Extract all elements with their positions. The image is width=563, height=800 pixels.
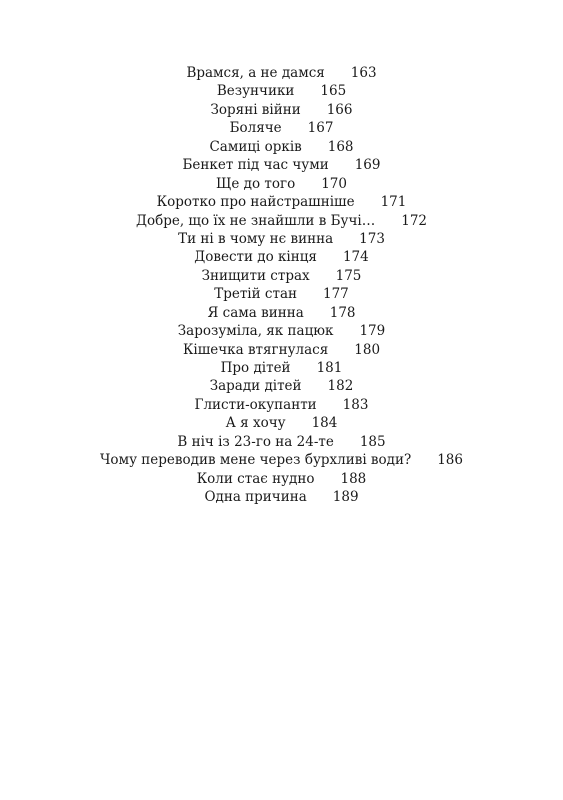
toc-entry-title: Знищити страх [201,267,310,284]
toc-entry-title: Третій стан [214,286,297,303]
toc-entry-title: В ніч із 23-го на 24-те [177,433,334,450]
toc-entry-title: Зарозуміла, як пацюк [177,323,334,340]
toc-entry-title: Добре, що їх не знайшли в Бучі… [135,212,376,229]
toc-entry-page: 170 [321,175,347,192]
toc-entry-title: Заради дітей [209,378,302,395]
toc-entry-page: 185 [359,433,386,450]
toc-entry-title: Одна причина [204,489,307,506]
toc-entry [0,175,563,193]
toc-entry-title: Ще до того [216,175,296,192]
toc-entry [0,230,563,248]
toc-entry-page: 180 [354,341,381,358]
toc-entry [0,470,563,488]
toc-entry [0,64,563,82]
toc-entry-title: Бенкет під час чуми [182,157,329,174]
toc-entry [0,396,563,414]
toc-entry [0,267,563,285]
toc-entry-title: Довести до кінця [194,249,317,266]
toc-entry-page: 184 [311,415,338,432]
toc-entry [0,212,563,230]
toc-entry-title: А я хочу [225,415,286,432]
toc-entry-title: Глисти-окупанти [194,396,317,413]
toc-entry-page: 182 [327,378,354,395]
toc-entry-title: Зоряні війни [210,101,301,118]
toc-entry-page: 163 [350,65,377,81]
toc-entry [0,304,563,322]
toc-entry-page: 168 [327,138,354,155]
toc-entry-title: Везунчики [216,83,295,100]
toc-entry-title: Кішечка втягнулася [182,341,329,358]
toc-entry-page: 169 [354,157,381,174]
toc-entry-page: 175 [335,267,362,284]
toc-entry-page: 172 [401,212,428,229]
toc-entry-page: 174 [342,249,369,266]
toc-entry-title: Ти ні в чому нє винна [178,230,334,247]
toc-entry-page: 188 [340,470,367,487]
toc-entry-page: 186 [437,452,463,469]
toc-entry-page: 177 [323,286,349,303]
toc-entry-page: 178 [329,304,356,321]
toc-entry-page: 173 [359,230,385,247]
toc-entry [0,414,563,432]
toc-entry-page: 166 [326,101,353,118]
toc-entry [0,119,563,137]
toc-entry-page: 165 [320,83,347,100]
toc-entry-title: Коротко про найстрашніше [156,194,355,211]
toc-entry [0,451,563,469]
toc-entry [0,248,563,266]
toc-entry [0,488,563,506]
toc-entry [0,359,563,377]
toc-entry-page: 189 [332,489,359,506]
toc-entry [0,101,563,119]
toc-entry-page: 181 [316,360,343,376]
toc-entry [0,285,563,303]
toc-entry [0,341,563,359]
toc-entry-title: Я сама винна [207,304,304,321]
toc-entry-page: 167 [307,120,334,137]
toc-entry [0,193,563,211]
toc-entry [0,322,563,340]
toc-entry [0,156,563,174]
toc-entry-page: 171 [380,194,407,211]
toc-entry-title: Боляче [229,120,282,137]
table-of-contents [0,64,563,507]
toc-entry [0,433,563,451]
toc-entry-page: 183 [342,396,369,413]
toc-entry-title: Чому переводив мене через бурхливі води? [100,452,412,469]
toc-entry-title: Врамся, а не дамся [186,65,325,81]
toc-entry [0,82,563,100]
toc-entry [0,138,563,156]
toc-entry-title: Коли стає нудно [196,470,315,487]
toc-entry-title: Про дітей [220,360,291,376]
toc-entry-page: 179 [359,323,386,340]
toc-entry [0,377,563,395]
toc-entry-title: Самиці орків [209,138,302,155]
